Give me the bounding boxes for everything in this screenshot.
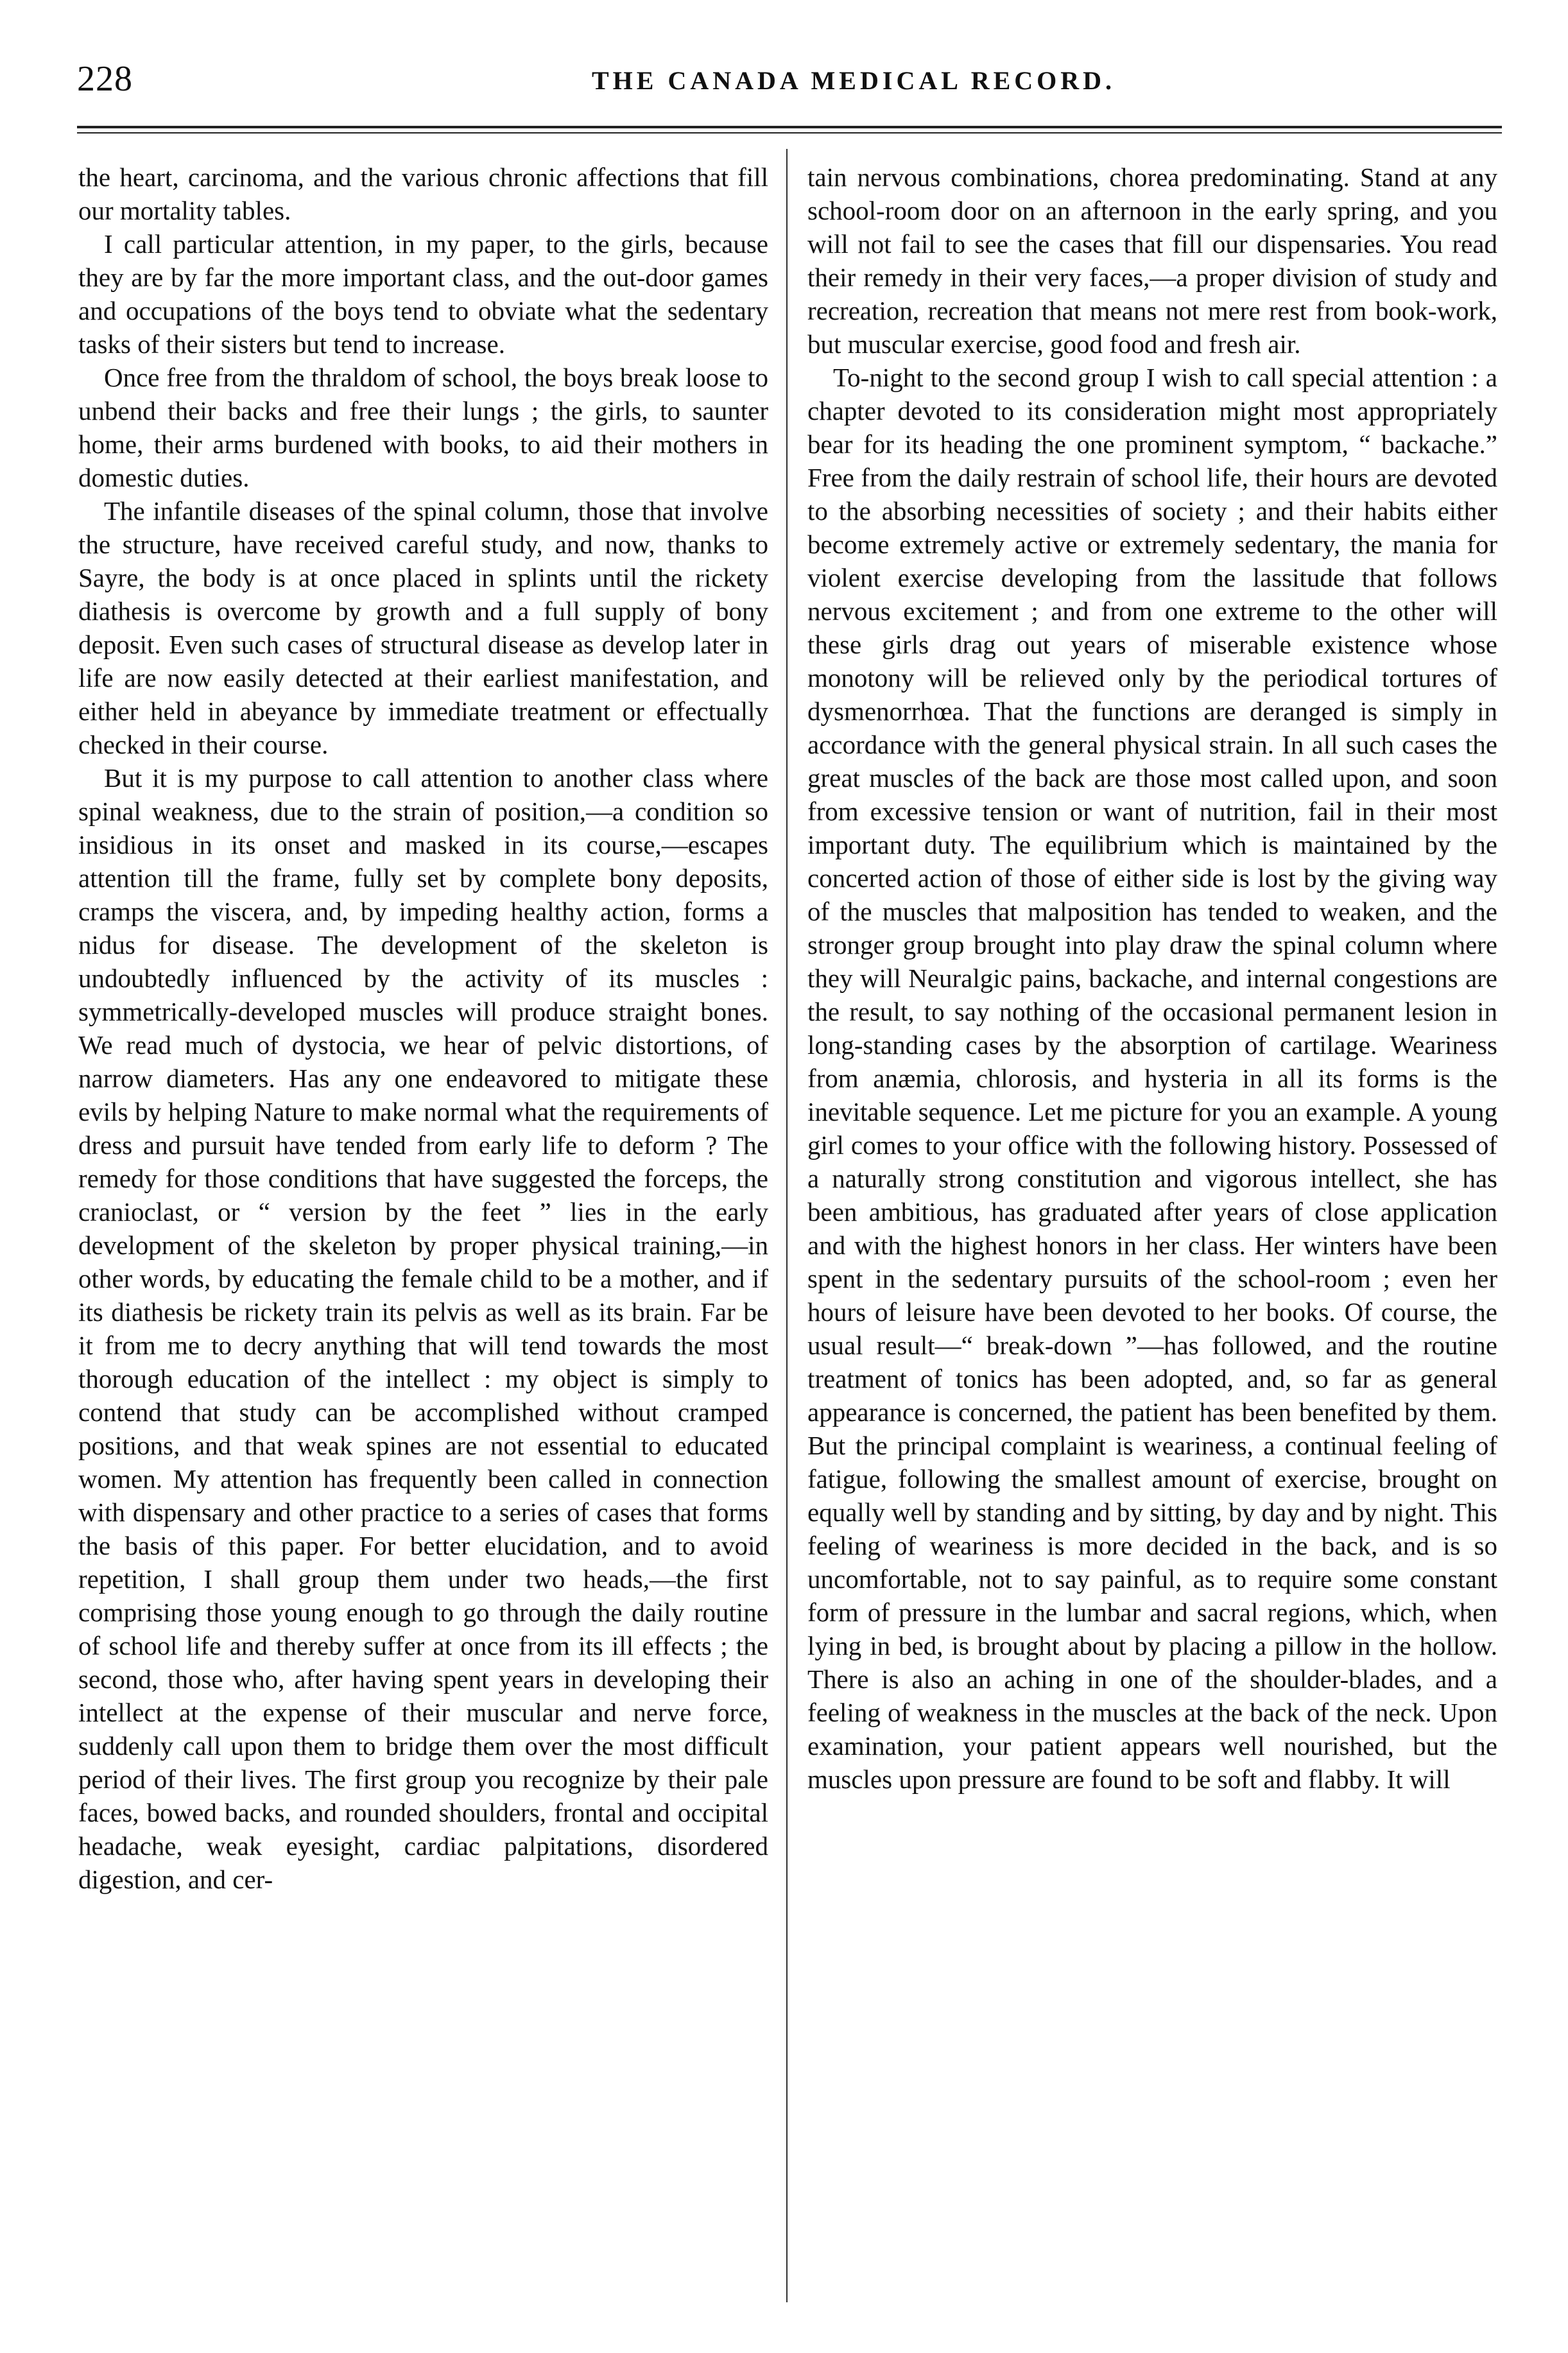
- running-title: THE CANADA MEDICAL RECORD.: [591, 66, 1116, 95]
- header-rule: [77, 126, 1502, 128]
- header-rule-thin: [77, 132, 1502, 134]
- paragraph: the heart, carcinoma, and the various chronic affections that fill our mortality tables.: [78, 162, 768, 225]
- page-header: [77, 56, 1502, 114]
- page-number: 228: [77, 59, 133, 99]
- paragraph: Once free from the thraldom of school, the boys break loose to unbend their backs and free their lungs ; the girls, to saunter home, their arms burdened with books, to aid their mothers in domestic duties.: [78, 363, 768, 492]
- column-divider: [786, 149, 788, 2302]
- paragraph: But it is my purpose to call attention to another class where spinal weakness, due to the strain of position,—a condition so insidious in its onset and masked in its course,—escapes attention till the frame, fully set by complete bony deposits, cramps the viscera, and, by impeding healthy action, forms a nidus for disease. The development of the skeleton is undoubtedly influenced by the activity of its muscles : symmetrically-developed muscles will produce straight bones. We read much of dystocia, we hear of pelvic distortions, of narrow diameters. Has any one endeavored to mitigate these evils by helping Nature to make normal what the requirements of dress and pursuit have tended from early life to deform ? The remedy for those conditions that have suggested the forceps, the cranioclast, or “ version by the feet ” lies in the early development of the skeleton by proper physical training,—in other words, by educating the female child to be a mother, and if its diathesis be rickety train its pelvis as well as its brain. Far be it from me to decry anything that will tend towards the most thorough education of the intellect : my object is simply to contend that study can be accomplished without cramped positions, and that weak spines are not essential to educated women. My attention has frequently been called in connection with dispensary and other practice to a series of cases that forms the basis of this paper. For better elucidation, and to avoid repetition, I shall group them under two heads,—the first comprising those young enough to go through the daily routine of school life and thereby suffer at once from its ill effects ; the second, those who, after having spent years in developing their intellect at the expense of their muscular and nerve force, suddenly call upon them to bridge them over the most difficult period of their lives. The first group you recognize by their pale faces, bowed backs, and rounded shoulders, frontal and occipital headache, weak eyesight, cardiac palpitations, disordered digestion, and cer-: [78, 763, 768, 1894]
- paragraph: The infantile diseases of the spinal column, those that involve the structure, have received careful study, and now, thanks to Sayre, the body is at once placed in splints until the rickety diathesis is overcome by growth and a full supply of bony deposit. Even such cases of structural disease as develop later in life are now easily detected at their earliest manifestation, and either held in abeyance by immediate treatment or effectually checked in their course.: [78, 496, 768, 759]
- paragraph: To-night to the second group I wish to call special attention : a chapter devoted to its consideration might most appropriately bear for its heading the one prominent symptom, “ backache.” Free from the daily restrain of school life, their hours are devoted to the absorbing necessities of society ; and their habits either become extremely active or extremely sedentary, the mania for violent exercise developing from the lassitude that follows nervous excitement ; and from one extreme to the other will these girls drag out years of miserable existence whose monotony will be relieved only by the periodical tortures of dysmenorrhœa. That the functions are deranged is simply in accordance with the general physical strain. In all such cases the great muscles of the back are those most called upon, and soon from excessive tension or want of nutrition, fail in their most important duty. The equilibrium which is maintained by the concerted action of those of either side is lost by the giving way of the muscles that malposition has tended to weaken, and the stronger group brought into play draw the spinal column where they will Neuralgic pains, backache, and internal congestions are the result, to say nothing of the occasional permanent lesion in long-standing cases by the absorption of cartilage. Weariness from anæmia, chlorosis, and hysteria in all its forms is the inevitable sequence. Let me picture for you an example. A young girl comes to your office with the following history. Possessed of a naturally strong constitution and vigorous intellect, she has been ambitious, has graduated after years of close application and with the highest honors in her class. Her winters have been spent in the sedentary pursuits of the school-room ; even her hours of leisure have been devoted to her books. Of course, the usual result—“ break-down ”—has followed, and the routine treatment of tonics has been adopted, and, so far as general appearance is concerned, the patient has been benefited by them. But the principal complaint is weariness, a continual feeling of fatigue, following the smallest amount of exercise, brought on equally well by standing and by sitting, by day and by night. This feeling of weariness is more decided in the back, and is so uncomfortable, not to say painful, as to require some constant form of pressure in the lumbar and sacral regions, which, when lying in bed, is brought about by placing a pillow in the hollow. There is also an aching in one of the shoulder-blades, and a feeling of weakness in the muscles at the back of the neck. Upon examination, your patient appears well nourished, but the muscles upon pressure are found to be soft and flabby. It will: [807, 363, 1497, 1794]
- right-column: [807, 160, 1497, 2291]
- paragraph: I call particular attention, in my paper, to the girls, because they are by far the more important class, and the out-door games and occupations of the boys tend to obviate what the sedentary tasks of their sisters but tend to increase.: [78, 229, 768, 359]
- left-column: [78, 160, 768, 2291]
- paragraph: tain nervous combinations, chorea predominating. Stand at any school-room door on an afternoon in the early spring, and you will not fail to see the cases that fill our dispensaries. You read their remedy in their very faces,—a proper division of study and recreation, recreation that means not mere rest from book-work, but muscular exercise, good food and fresh air.: [807, 162, 1497, 359]
